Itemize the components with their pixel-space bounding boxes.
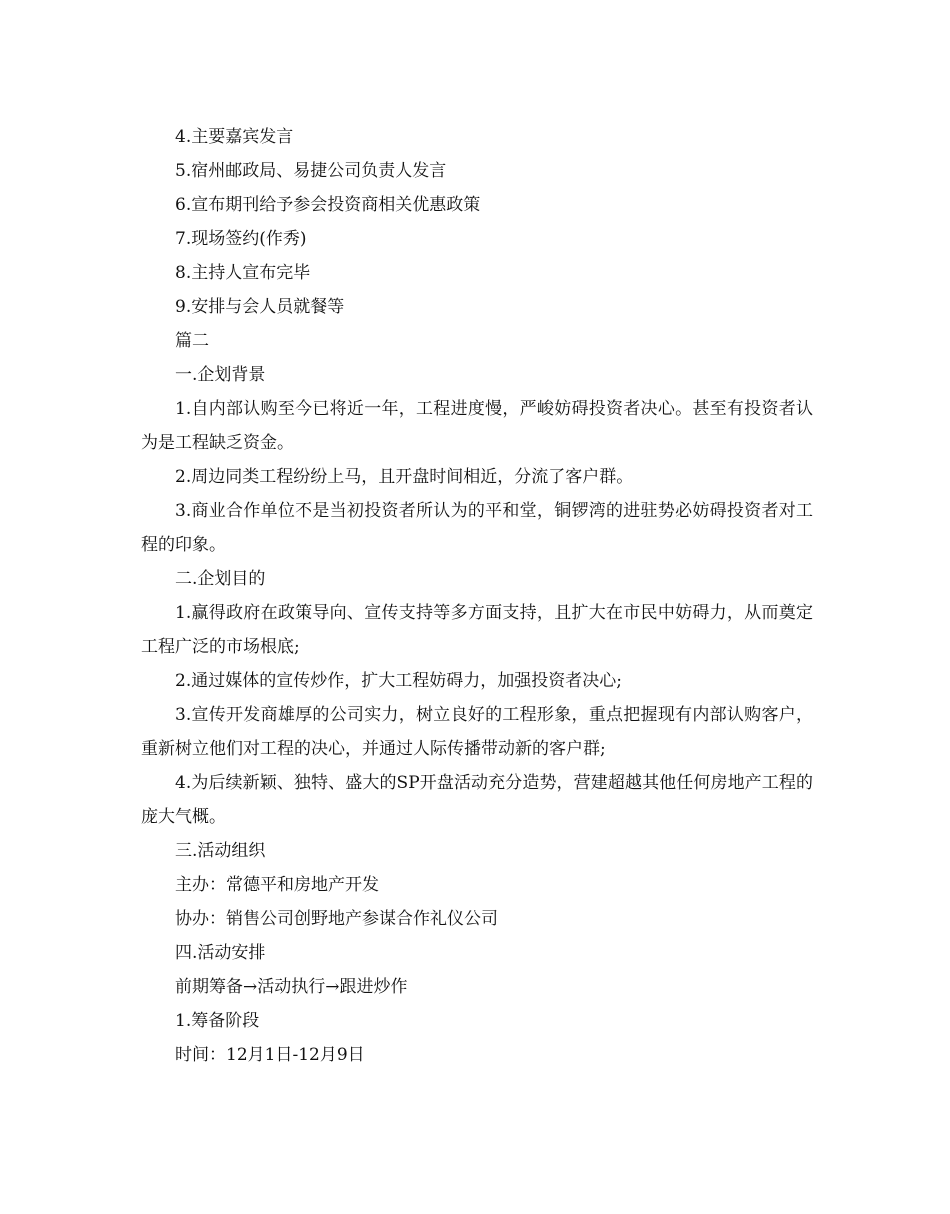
objective-point-2: 2.通过媒体的宣传炒作，扩大工程妨碍力，加强投资者决心; — [175, 671, 622, 691]
background-point-1: 1.自内部认购至今已将近一年，工程进度慢，严峻妨碍投资者决心。甚至有投资者认为是工程缺乏资金。 — [141, 399, 813, 453]
list-item-host-closing: 8.主持人宣布完毕 — [175, 263, 311, 283]
list-item-signing: 7.现场签约(作秀) — [175, 229, 307, 249]
preparation-time: 时间：12月1日-12月9日 — [175, 1045, 365, 1065]
list-item-postal-speech: 5.宿州邮政局、易捷公司负责人发言 — [175, 161, 447, 181]
objective-point-4: 4.为后续新颖、独特、盛大的SP开盘活动充分造势，营建超越其他任何房地产工程的庞大气概。 — [141, 773, 813, 827]
arrangement-flow: 前期筹备→活动执行→跟进炒作 — [175, 977, 408, 997]
heading-preparation-stage: 1.筹备阶段 — [175, 1011, 260, 1031]
heading-background: 一.企划背景 — [175, 365, 266, 385]
document-body — [141, 120, 813, 1072]
background-point-3: 3.商业合作单位不是当初投资者所认为的平和堂，铜锣湾的进驻势必妨碍投资者对工程的印象。 — [141, 501, 813, 555]
objective-point-3: 3.宣传开发商雄厚的公司实力，树立良好的工程形象，重点把握现有内部认购客户，重新树立他们对工程的决心，并通过人际传播带动新的客户群; — [141, 705, 813, 759]
list-item-dinner: 9.安排与会人员就餐等 — [175, 297, 345, 317]
heading-arrangement: 四.活动安排 — [175, 943, 266, 963]
section-title-part-two: 篇二 — [175, 331, 209, 351]
heading-objectives: 二.企划目的 — [175, 569, 266, 589]
list-item-keynote-speech: 4.主要嘉宾发言 — [175, 127, 294, 147]
background-point-2: 2.周边同类工程纷纷上马，且开盘时间相近，分流了客户群。 — [175, 467, 634, 487]
organizer-line: 主办：常德平和房地产开发 — [175, 875, 379, 895]
heading-organization: 三.活动组织 — [175, 841, 266, 861]
list-item-policy-announcement: 6.宣布期刊给予参会投资商相关优惠政策 — [175, 195, 481, 215]
co-organizer-line: 协办：销售公司创野地产参谋合作礼仪公司 — [175, 909, 498, 929]
objective-point-1: 1.赢得政府在政策导向、宣传支持等多方面支持，且扩大在市民中妨碍力，从而奠定工程广泛的市场根底; — [141, 603, 813, 657]
